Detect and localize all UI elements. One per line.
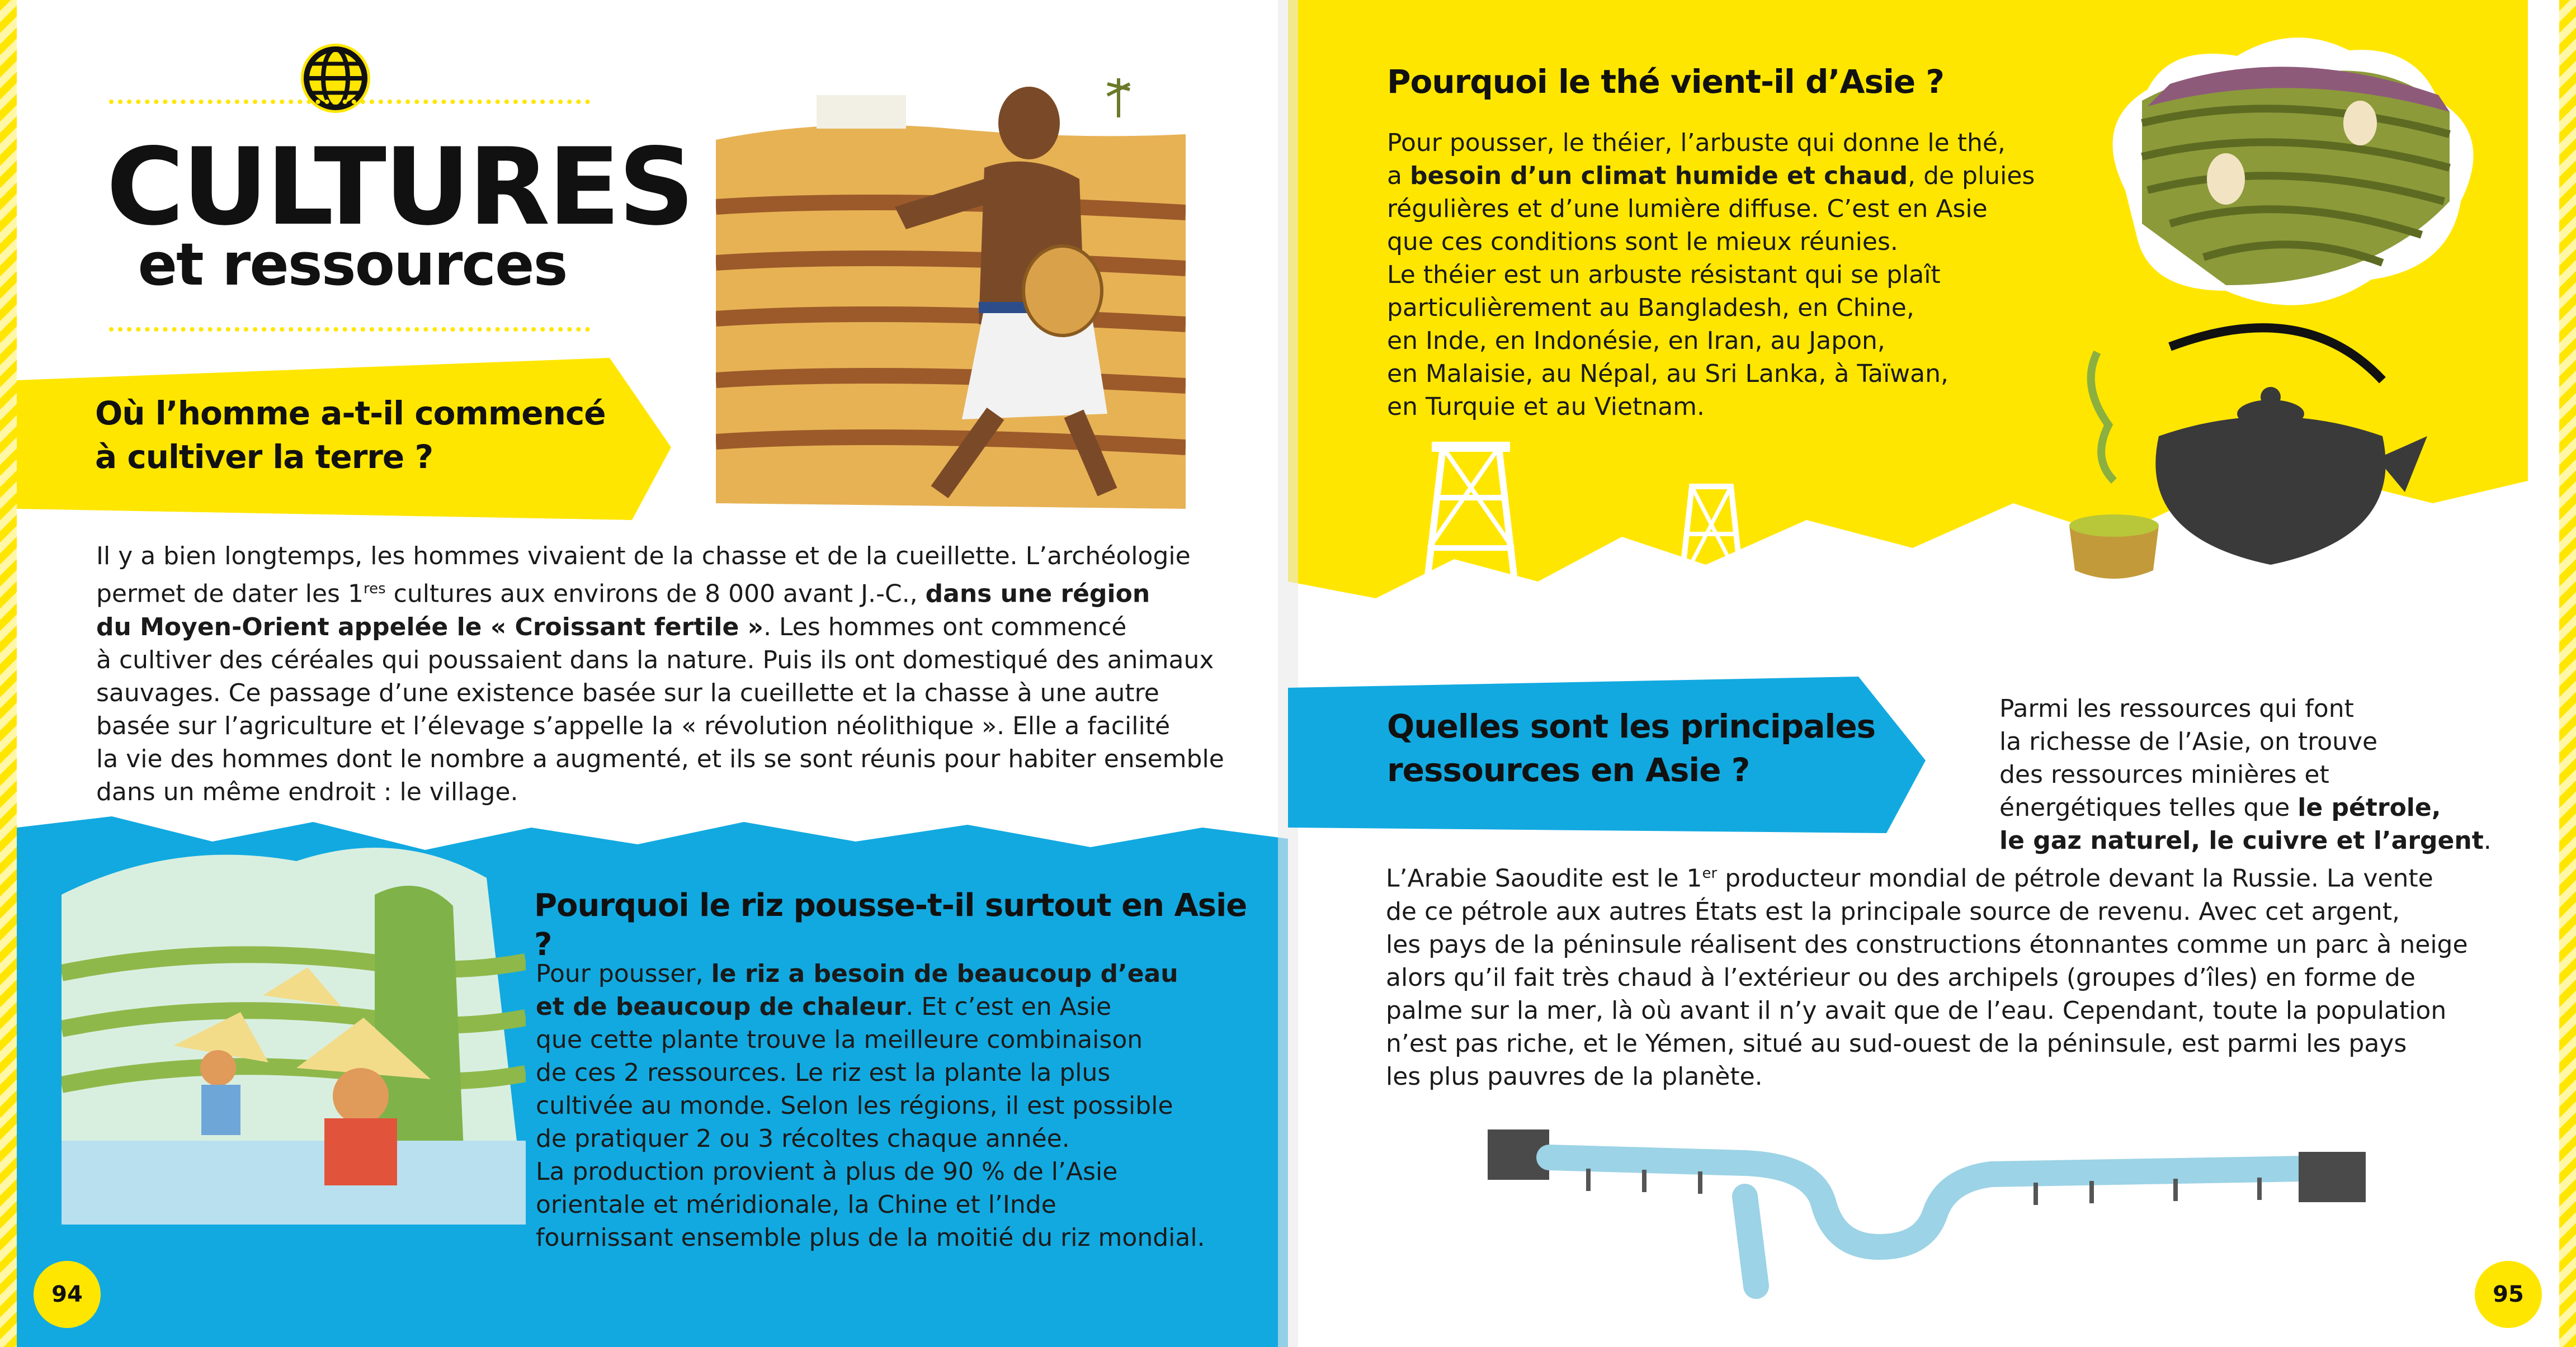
q4-title-line1: Quelles sont les principales [1387, 707, 1876, 745]
q4-side-line2: la richesse de l’Asie, on trouve [1999, 727, 2378, 756]
teapot-illustration [2047, 313, 2438, 593]
q4-title-line2: ressources en Asie ? [1387, 751, 1750, 789]
q1-line3-bold: du Moyen-Orient appelée le « Croissant fertile » [96, 612, 764, 641]
q2-line1 [536, 957, 1280, 990]
q4-side-line5-bold: le gaz naturel, le cuivre et l’argent [1999, 826, 2484, 855]
q1-title-line1: Où l’homme a-t-il commencé [95, 394, 606, 432]
q3-paragraph [1387, 126, 2114, 423]
q4-line1-a: L’Arabie Saoudite est le 1 [1386, 864, 1702, 893]
q1-line2-a: permet de dater les 1 [96, 579, 364, 608]
oil-derrick-illustration [1409, 436, 1532, 649]
q4-line5: palme sur la mer, là où avant il n’y avait que de l’eau. Cependant, toute la population [1386, 996, 2447, 1025]
q3-line5: Le théier est un arbuste résistant qui se plaît [1387, 261, 1941, 289]
q3-line2 [1387, 159, 2114, 192]
q4-side-line3: des ressources minières et [1999, 760, 2329, 789]
page-number-right: 95 [2475, 1261, 2542, 1328]
q4-line1-b: producteur mondial de pétrole devant la Russie. La vente [1717, 864, 2433, 893]
q3-line2-a: a [1387, 162, 1410, 190]
q1-line7: la vie des hommes dont le nombre a augmenté, et ils se sont réunis pour habiter ensemble [96, 744, 1224, 773]
q2-title: Pourquoi le riz pousse-t-il surtout en Asie ? [534, 887, 1247, 963]
q4-paragraph [1386, 857, 2504, 1093]
q4-line1 [1386, 857, 2504, 895]
q3-line2-bold: besoin d’un climat humide et chaud [1409, 162, 1908, 190]
q4-side-line5-b: . [2483, 826, 2492, 855]
q3-line6: particulièrement au Bangladesh, en Chine, [1387, 294, 1914, 322]
q4-line2: de ce pétrole aux autres États est la principale source de revenu. Avec cet argent, [1386, 897, 2400, 926]
right-edge-stripes [2559, 0, 2576, 1347]
q3-line4: que ces conditions sont le mieux réunies. [1387, 228, 1898, 256]
q1-line1: Il y a bien longtemps, les hommes vivaient de la chasse et de la cueillette. L’archéologie [96, 542, 1191, 570]
q2-line2 [536, 990, 1280, 1023]
q1-title [95, 391, 654, 479]
q1-line3 [96, 611, 1271, 644]
q2-line4: de ces 2 ressources. Le riz est la plante la plus [536, 1058, 1111, 1087]
q3-line7: en Inde, en Indonésie, en Iran, au Japon, [1387, 327, 1885, 355]
q1-title-line2: à cultiver la terre ? [95, 438, 433, 476]
q4-side-line4 [1999, 791, 2503, 824]
q3-title: Pourquoi le thé vient-il d’Asie ? [1387, 63, 1945, 101]
q4-line3: les pays de la péninsule réalisent des constructions étonnantes comme un parc à neige [1386, 930, 2468, 959]
q1-line3-b: . Les hommes ont commencé [763, 612, 1127, 641]
q4-line7: les plus pauvres de la planète. [1386, 1062, 1763, 1091]
q3-line3: régulières et d’une lumière diffuse. C’est en Asie [1387, 195, 1988, 223]
q1-line4: à cultiver des céréales qui poussaient dans la nature. Puis ils ont domestiqué des animaux [96, 645, 1214, 674]
q2-line2-b: . Et c’est en Asie [905, 992, 1112, 1021]
q2-paragraph [536, 957, 1280, 1254]
q4-line6: n’est pas riche, et le Yémen, situé au sud-ouest de la péninsule, est parmi les pays [1386, 1029, 2407, 1058]
q1-line5: sauvages. Ce passage d’une existence basée sur la cueillette et la chasse à une autre [96, 678, 1159, 707]
pipeline-illustration [1476, 1118, 2377, 1303]
q4-line1-sup: er [1702, 865, 1718, 882]
q4-line4: alors qu’il fait très chaud à l’extérieur ou des archipels (groupes d’îles) en forme de [1386, 963, 2415, 992]
left-edge-stripes [0, 0, 17, 1347]
q2-line8: orientale et méridionale, la Chine et l’Inde [536, 1190, 1056, 1219]
q2-line3: que cette plante trouve la meilleure combinaison [536, 1025, 1143, 1054]
q2-line7: La production provient à plus de 90 % de l’Asie [536, 1157, 1118, 1186]
q3-line2-b: , de pluies [1908, 162, 2035, 190]
q1-line2 [96, 573, 1271, 611]
q1-line2-bold: dans une région [925, 579, 1150, 608]
q2-line9: fournissant ensemble plus de la moitié du riz mondial. [536, 1223, 1205, 1252]
q3-line1: Pour pousser, le théier, l’arbuste qui donne le thé, [1387, 129, 2006, 157]
main-title: CULTURES [106, 125, 693, 249]
page-number-left: 94 [34, 1261, 101, 1328]
q4-side-line4-bold: le pétrole, [2297, 793, 2441, 822]
q4-title [1387, 705, 1890, 792]
q2-line1-bold: le riz a besoin de beaucoup d’eau [711, 960, 1178, 988]
q2-line2-bold: et de beaucoup de chaleur [536, 992, 906, 1021]
q4-side-line5 [1999, 824, 2503, 857]
q1-line8: dans un même endroit : le village. [96, 777, 518, 806]
q1-paragraph [96, 540, 1271, 809]
tea-plantation-illustration [2058, 22, 2494, 335]
oil-derrick-illustration-small [1667, 478, 1756, 646]
farmer-illustration [716, 67, 1186, 514]
main-subtitle: et ressources [138, 230, 567, 299]
heading-dotted-line-bottom [109, 327, 590, 332]
globe-icon [291, 34, 380, 123]
rice-farmers-illustration [62, 828, 526, 1236]
q4-side-line1: Parmi les ressources qui font [1999, 694, 2354, 723]
q3-line9: en Turquie et au Vietnam. [1387, 393, 1705, 421]
q4-side-paragraph [1999, 692, 2503, 857]
q3-line8: en Malaisie, au Népal, au Sri Lanka, à Taïwan, [1387, 360, 1949, 388]
q4-side-line4-a: énergétiques telles que [1999, 793, 2298, 822]
q2-line5: cultivée au monde. Selon les régions, il est possible [536, 1091, 1173, 1120]
q1-line2-b: cultures aux environs de 8 000 avant J.-C., [385, 579, 926, 608]
q1-line6: basée sur l’agriculture et l’élevage s’appelle la « révolution néolithique ». Elle a facilité [96, 711, 1171, 740]
spine-shadow [1278, 0, 1298, 1347]
q2-line1-a: Pour pousser, [536, 960, 711, 988]
q2-line6: de pratiquer 2 ou 3 récoltes chaque année. [536, 1124, 1070, 1153]
heading-dotted-line-top [109, 100, 590, 104]
q1-line2-sup: res [363, 580, 386, 597]
